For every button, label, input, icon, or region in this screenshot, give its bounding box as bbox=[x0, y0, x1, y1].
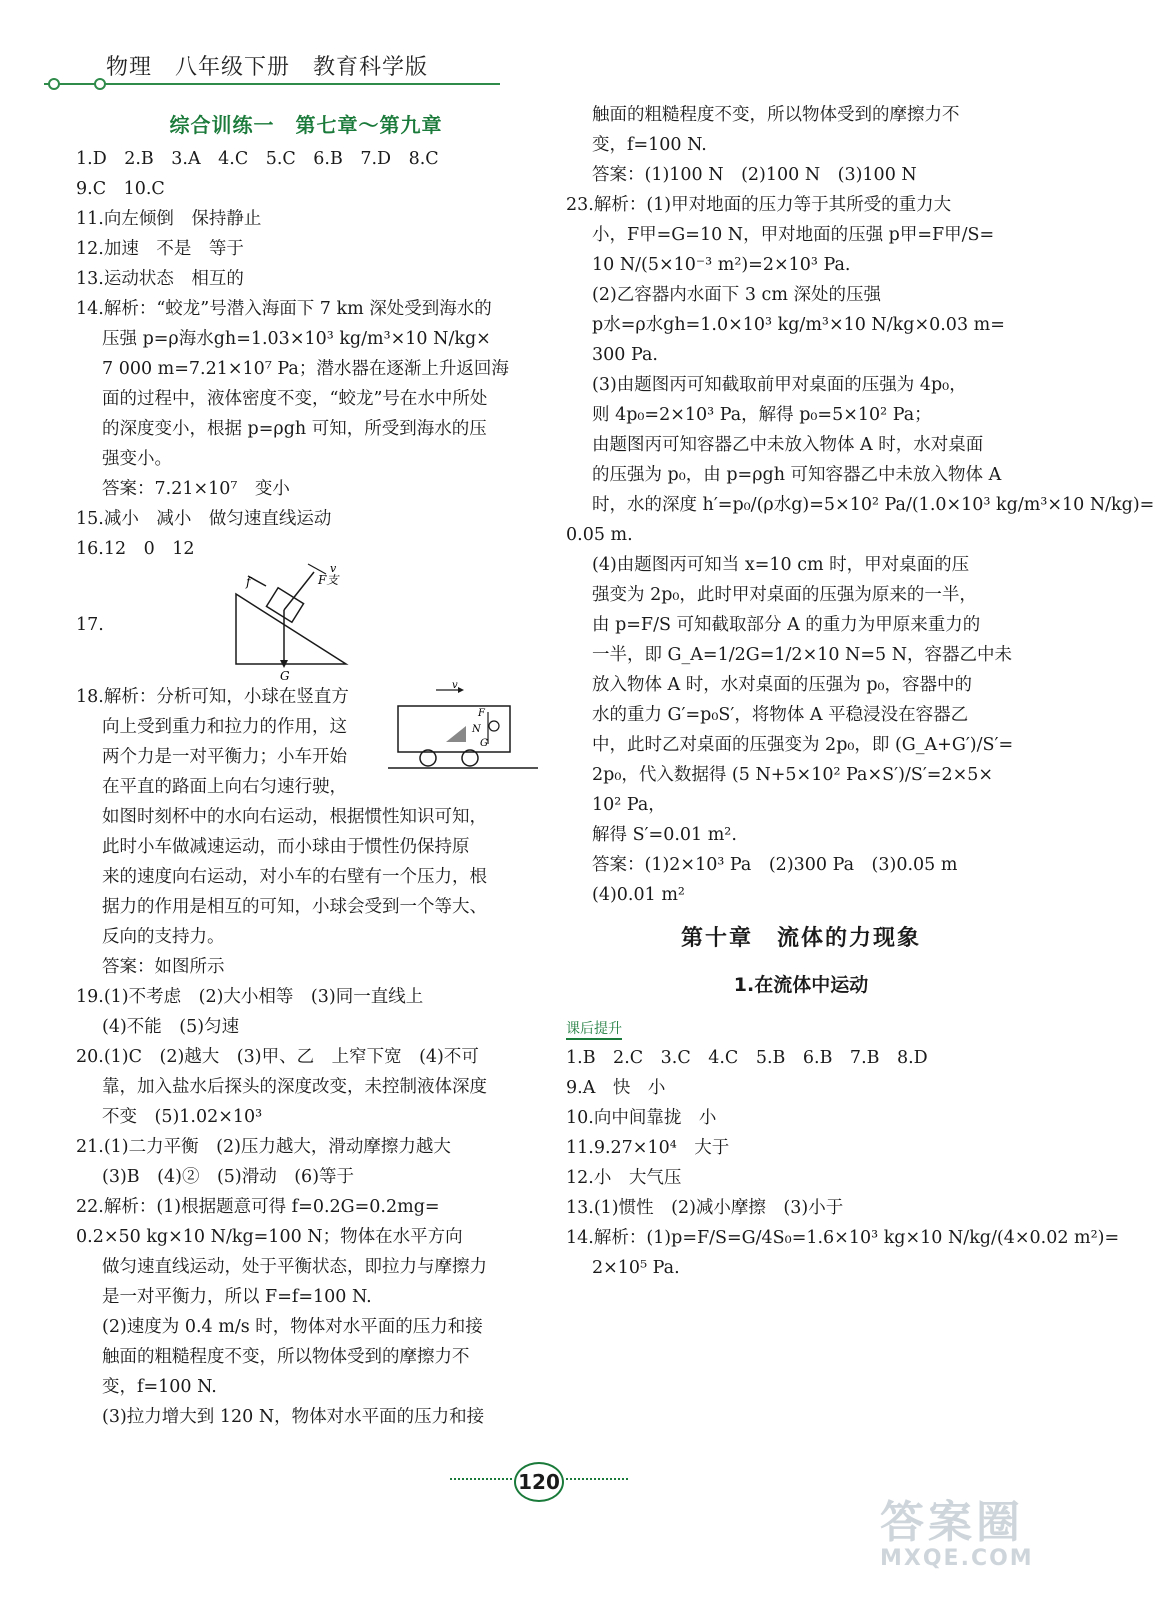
text-line: 11.9.27×10⁴ 大于 bbox=[566, 1138, 730, 1158]
incline-force-diagram bbox=[226, 564, 376, 682]
page-number-footer bbox=[450, 1462, 630, 1502]
header-rule bbox=[44, 74, 504, 94]
figure-17 bbox=[76, 564, 536, 682]
left-answer-block-1 bbox=[76, 144, 536, 564]
text-line: 一半，即 G_A=1/2G=1/2×10 N=5 N，容器乙中未 bbox=[592, 645, 1013, 665]
text-line: 0.05 m. bbox=[566, 525, 633, 545]
text-line: 向上受到重力和拉力的作用，这 bbox=[102, 717, 347, 737]
footer-dots-left bbox=[450, 1478, 512, 1480]
text-line: 18.解析：分析可知，小球在竖直方 bbox=[76, 687, 349, 707]
text-line: 放入物体 A 时，水对桌面的压强为 p₀，容器中的 bbox=[592, 675, 973, 695]
text-line: 9.A 快 小 bbox=[566, 1078, 666, 1098]
text-line: (3)拉力增大到 120 N，物体对水平面的压力和接 bbox=[102, 1407, 485, 1427]
text-line: 不变 (5)1.02×10³ bbox=[102, 1107, 263, 1127]
watermark-line-2: MXQE.COM bbox=[880, 1546, 1034, 1571]
text-line: 15.减小 减小 做匀速直线运动 bbox=[76, 509, 332, 529]
fig17-G-label: G bbox=[280, 669, 290, 683]
text-line: 如图时刻杯中的水向右运动，根据惯性知识可知， bbox=[102, 807, 487, 827]
text-line: 触面的粗糙程度不变，所以物体受到的摩擦力不 bbox=[102, 1347, 470, 1367]
text-line: 强变小。 bbox=[102, 449, 172, 469]
text-line: 小，F甲=G=10 N，甲对地面的压强 p甲=F甲/S= bbox=[592, 225, 995, 245]
text-line: 则 4p₀=2×10³ Pa，解得 p₀=5×10² Pa； bbox=[592, 405, 932, 425]
text-line: 变，f=100 N. bbox=[102, 1377, 217, 1397]
header-title: 物理 八年级下册 教育科学版 bbox=[106, 55, 429, 80]
text-line: 10² Pa， bbox=[592, 795, 666, 815]
text-line: 20.(1)C (2)越大 (3)甲、乙 上窄下宽 (4)不可 bbox=[76, 1047, 479, 1067]
text-line: 10 N/(5×10⁻³ m²)=2×10³ Pa. bbox=[592, 255, 851, 275]
text-line: 1.B 2.C 3.C 4.C 5.B 6.B 7.B 8.D bbox=[566, 1048, 928, 1068]
text-line: p水=ρ水gh=1.0×10³ kg/m³×10 N/kg×0.03 m= bbox=[592, 315, 1005, 335]
text-line: 中，此时乙对桌面的压强变为 2p₀，即 (G_A+G′)/S′= bbox=[592, 735, 1014, 755]
text-line: 答案：(1)2×10³ Pa (2)300 Pa (3)0.05 m bbox=[592, 855, 958, 875]
text-line: (4)由题图丙可知当 x=10 cm 时，甲对桌面的压 bbox=[592, 555, 970, 575]
text-line: 变，f=100 N. bbox=[592, 135, 707, 155]
text-line: 水的重力 G′=p₀S′，将物体 A 平稳浸没在容器乙 bbox=[592, 705, 969, 725]
text-line: (2)速度为 0.4 m/s 时，物体对水平面的压力和接 bbox=[102, 1317, 483, 1337]
text-line: 两个力是一对平衡力；小车开始 bbox=[102, 747, 347, 767]
text-line: 2p₀，代入数据得 (5 N+5×10² Pa×S′)/S′=2×5× bbox=[592, 765, 994, 785]
watermark bbox=[880, 1486, 1060, 1576]
text-line: 答案：如图所示 bbox=[102, 957, 225, 977]
watermark-line-1: 答案圈 bbox=[880, 1497, 1024, 1548]
text-line: 9.C 10.C bbox=[76, 179, 165, 199]
text-line: 答案：7.21×10⁷ 变小 bbox=[102, 479, 290, 499]
text-line: 12.小 大气压 bbox=[566, 1168, 682, 1188]
text-line: (3)由题图丙可知截取前甲对桌面的压强为 4p₀， bbox=[592, 375, 967, 395]
text-line: 的深度变小，根据 p=ρgh 可知，所受到海水的压 bbox=[102, 419, 487, 439]
text-line: 来的速度向右运动，对小车的右壁有一个压力，根 bbox=[102, 867, 487, 887]
text-line: 强变为 2p₀，此时甲对桌面的压强为原来的一半， bbox=[592, 585, 977, 605]
section-title: 综合训练一 第七章～第九章 bbox=[169, 113, 443, 137]
fig18-G-label: G bbox=[480, 738, 488, 749]
q17-label: 17. bbox=[76, 615, 104, 635]
text-line: 13.运动状态 相互的 bbox=[76, 269, 244, 289]
text-line: (4)不能 (5)匀速 bbox=[102, 1017, 240, 1037]
text-line: 13.(1)惯性 (2)减小摩擦 (3)小于 bbox=[566, 1198, 844, 1218]
fig17-F-label: F支 bbox=[318, 573, 339, 587]
text-line: 23.解析：(1)甲对地面的压力等于其所受的重力大 bbox=[566, 195, 952, 215]
text-line: 14.解析：“蛟龙”号潜入海面下 7 km 深处受到海水的 bbox=[76, 299, 492, 319]
text-line: 11.向左倾倒 保持静止 bbox=[76, 209, 262, 229]
text-line: 由题图丙可知容器乙中未放入物体 A 时，水对桌面 bbox=[592, 435, 984, 455]
text-line: 由 p=F/S 可知截取部分 A 的重力为甲原来重力的 bbox=[592, 615, 981, 635]
footer-dots-right bbox=[566, 1478, 628, 1480]
left-column bbox=[76, 100, 536, 1432]
text-line: 1.D 2.B 3.A 4.C 5.C 6.B 7.D 8.C bbox=[76, 149, 439, 169]
text-line: 答案：(1)100 N (2)100 N (3)100 N bbox=[592, 165, 917, 185]
text-line: 14.解析：(1)p=F/S=G/4S₀=1.6×10³ kg×10 N/kg/(4×0.02 m²)= bbox=[566, 1228, 1120, 1248]
text-line: 7 000 m=7.21×10⁷ Pa；潜水器在逐渐上升返回海 bbox=[102, 359, 509, 379]
text-line: 压强 p=ρ海水gh=1.03×10³ kg/m³×10 N/kg× bbox=[102, 329, 491, 349]
text-line: 2×10⁵ Pa. bbox=[592, 1258, 680, 1278]
cart-force-diagram bbox=[388, 682, 538, 774]
text-line: 据力的作用是相互的可知，小球会受到一个等大、 bbox=[102, 897, 487, 917]
q18-block bbox=[76, 682, 536, 802]
text-line: 时，水的深度 h′=p₀/(ρ水g)=5×10² Pa/(1.0×10³ kg/m³×10 N/kg)= bbox=[592, 495, 1154, 515]
text-line: (3)B (4)② (5)滑动 (6)等于 bbox=[102, 1167, 355, 1187]
chapter-title: 第十章 流体的力现象 bbox=[680, 926, 921, 951]
text-line: 21.(1)二力平衡 (2)压力越大，滑动摩擦力越大 bbox=[76, 1137, 451, 1157]
text-line: 300 Pa. bbox=[592, 345, 658, 365]
text-line: 0.2×50 kg×10 N/kg=100 N；物体在水平方向 bbox=[76, 1227, 463, 1247]
text-line: 16.12 0 12 bbox=[76, 539, 195, 559]
text-line: 触面的粗糙程度不变，所以物体受到的摩擦力不 bbox=[592, 105, 960, 125]
after-class-tag: 课后提升 bbox=[566, 1020, 622, 1040]
text-line: (4)0.01 m² bbox=[592, 885, 685, 905]
lesson-title: 1.在流体中运动 bbox=[733, 974, 869, 996]
text-line: 此时小车做减速运动，而小球由于惯性仍保持原 bbox=[102, 837, 470, 857]
text-line: 做匀速直线运动，处于平衡状态，即拉力与摩擦力 bbox=[102, 1257, 487, 1277]
text-line: 的压强为 p₀，由 p=ρgh 可知容器乙中未放入物体 A bbox=[592, 465, 1002, 485]
text-line: (2)乙容器内水面下 3 cm 深处的压强 bbox=[592, 285, 882, 305]
fig17-f-label: f bbox=[246, 575, 251, 589]
text-line: 在平直的路面上向右匀速行驶， bbox=[102, 777, 347, 797]
right-answer-block-1 bbox=[566, 100, 1154, 910]
text-line: 靠，加入盐水后探头的深度改变，未控制液体深度 bbox=[102, 1077, 487, 1097]
text-line: 12.加速 不是 等于 bbox=[76, 239, 244, 259]
fig18-N-label: N bbox=[472, 724, 481, 735]
text-line: 反向的支持力。 bbox=[102, 927, 225, 947]
text-line: 面的过程中，液体密度不变，“蛟龙”号在水中所处 bbox=[102, 389, 488, 409]
text-line: 10.向中间靠拢 小 bbox=[566, 1108, 717, 1128]
fig18-F-label: F bbox=[478, 708, 485, 719]
page-number: 120 bbox=[514, 1462, 564, 1502]
text-line: 22.解析：(1)根据题意可得 f=0.2G=0.2mg= bbox=[76, 1197, 440, 1217]
fig18-v-label: v bbox=[452, 680, 458, 691]
left-answer-block-2 bbox=[76, 802, 536, 1432]
page-header bbox=[44, 44, 504, 104]
text-line: 解得 S′=0.01 m². bbox=[592, 825, 737, 845]
text-line: 是一对平衡力，所以 F=f=100 N. bbox=[102, 1287, 372, 1307]
fig17-v-label: v bbox=[330, 562, 337, 575]
right-column bbox=[566, 100, 1154, 1283]
right-answer-block-2 bbox=[566, 1043, 1120, 1283]
text-line: 19.(1)不考虑 (2)大小相等 (3)同一直线上 bbox=[76, 987, 424, 1007]
